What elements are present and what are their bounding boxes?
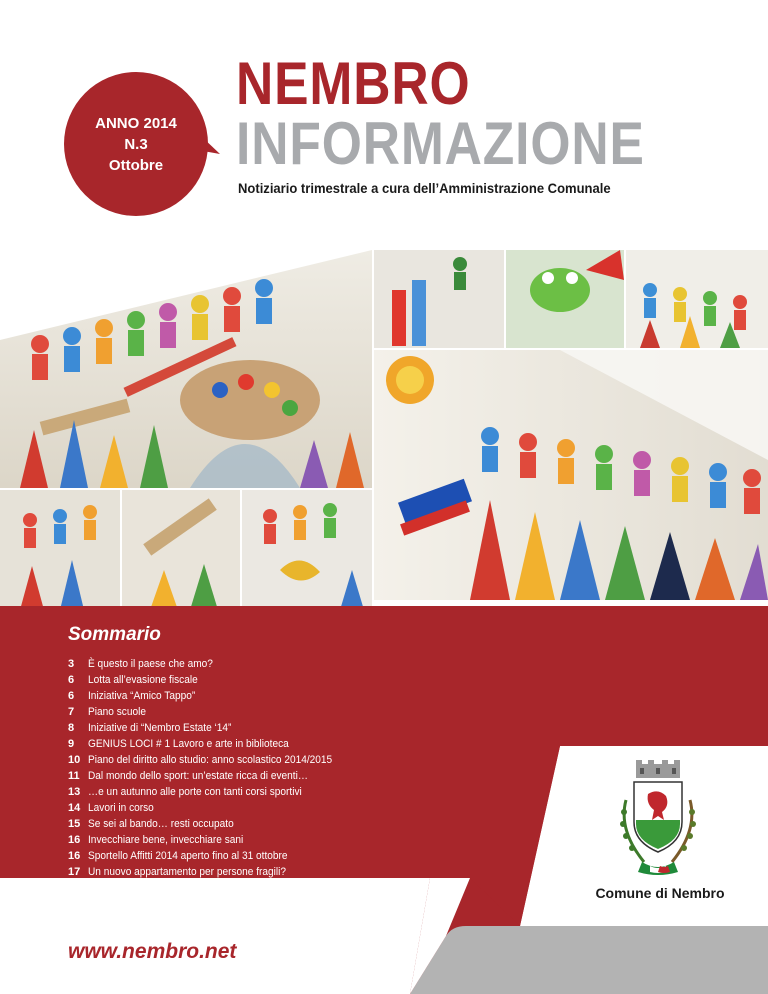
- toc-page: 13: [68, 786, 81, 798]
- masthead-title-top: NEMBRO: [236, 50, 471, 117]
- issue-month: Ottobre: [108, 156, 164, 174]
- toc-page: 16: [68, 834, 81, 846]
- toc-page: 8: [68, 722, 75, 734]
- toc-item[interactable]: [68, 768, 508, 784]
- toc-item[interactable]: [68, 704, 508, 720]
- toc-page: 6: [68, 690, 75, 702]
- toc-item[interactable]: [68, 800, 508, 816]
- toc-page: 14: [68, 802, 81, 814]
- sommario-heading: Sommario: [68, 624, 161, 645]
- toc-title: Sportello Affitti 2014 aperto fino al 31 ottobre: [88, 850, 288, 862]
- toc-page: 16: [68, 850, 81, 862]
- toc-title: …e un autunno alle porte con tanti corsi sportivi: [88, 786, 302, 798]
- toc-item[interactable]: [68, 896, 508, 912]
- toc-item[interactable]: [68, 656, 508, 672]
- toc-title: Iniziative di “Nembro Estate ‘14”: [88, 722, 232, 734]
- toc-item[interactable]: [68, 816, 508, 832]
- toc-title: Dal mondo dello sport: un’estate ricca di eventi…: [88, 770, 308, 782]
- masthead-title-bottom: INFORMAZIONE: [236, 110, 645, 177]
- toc-page: 7: [68, 706, 75, 718]
- mural-photo-collage: [0, 250, 768, 610]
- toc-title: Articoli gruppi politici: [88, 882, 181, 894]
- toc-item[interactable]: [68, 848, 508, 864]
- toc-item[interactable]: [68, 720, 508, 736]
- toc-page: 9: [68, 738, 75, 750]
- municipal-coat-of-arms-icon: [608, 760, 708, 878]
- toc-title: Piano scuole: [88, 706, 146, 718]
- toc-item[interactable]: [68, 752, 508, 768]
- toc-item[interactable]: [68, 832, 508, 848]
- toc-page: 10: [68, 754, 81, 766]
- comune-name: Comune di Nembro: [595, 885, 725, 901]
- table-of-contents: [68, 656, 508, 912]
- toc-title: Lotta all’evasione fiscale: [88, 674, 198, 686]
- masthead-subtitle: Notiziario trimestrale a cura dell’Amministrazione Comunale: [238, 180, 611, 196]
- issue-year: ANNO 2014: [95, 114, 177, 132]
- toc-page: 18: [68, 882, 81, 894]
- toc-item[interactable]: [68, 784, 508, 800]
- toc-page: 6: [68, 674, 75, 686]
- toc-title: Piano del diritto allo studio: anno scolastico 2014/2015: [88, 754, 333, 766]
- toc-item[interactable]: [68, 880, 508, 896]
- toc-title: GENIUS LOCI # 1 Lavoro e arte in biblioteca: [88, 738, 289, 750]
- issue-number: N.3: [124, 135, 148, 153]
- toc-page: 3: [68, 658, 75, 670]
- toc-item[interactable]: [68, 672, 508, 688]
- toc-title: Invecchiare bene, invecchiare sani: [88, 834, 244, 846]
- website-link[interactable]: www.nembro.net: [68, 940, 237, 963]
- toc-page: 15: [68, 818, 81, 830]
- toc-page: 17: [68, 866, 81, 878]
- toc-page: 11: [68, 770, 80, 782]
- toc-title: Tinteggiatura degli spazi interni scuola primaria del capoluogo: [88, 898, 365, 910]
- toc-title: Iniziativa “Amico Tappo”: [88, 690, 196, 702]
- issue-badge: [64, 72, 208, 216]
- toc-title: Un nuovo appartamento per persone fragili?: [88, 866, 287, 878]
- toc-title: Lavori in corso: [88, 802, 154, 814]
- toc-title: È questo il paese che amo?: [88, 658, 213, 670]
- toc-item[interactable]: [68, 864, 508, 880]
- toc-title: Se sei al bando… resti occupato: [88, 818, 234, 830]
- toc-item[interactable]: [68, 688, 508, 704]
- toc-page: 20: [68, 898, 81, 910]
- toc-item[interactable]: [68, 736, 508, 752]
